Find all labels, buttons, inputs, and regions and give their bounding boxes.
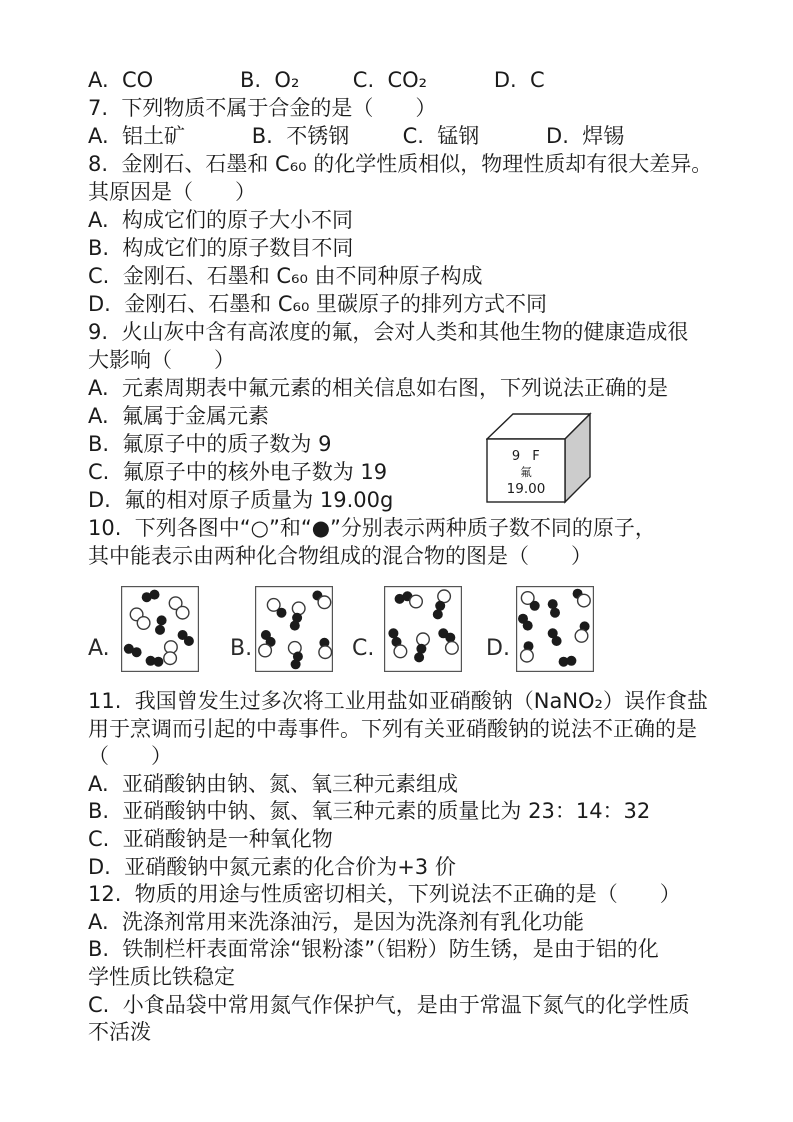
text-line: 12. 物质的用途与性质密切相关，下列说法不正确的是（ ） [88, 882, 681, 907]
text-line: D. 氟的相对原子质量为 19.00g [88, 488, 394, 512]
text-line: 7. 下列物质不属于合金的是（ ） [88, 96, 437, 120]
text-line: B. 氟原子中的质子数为 9 [88, 432, 332, 456]
black-atom [566, 656, 576, 666]
black-atom [184, 636, 194, 646]
fluorine-element-tile [486, 412, 604, 506]
text-line: A. 洗涤剂常用来洗涤油污，是因为洗涤剂有乳化功能 [88, 909, 585, 934]
text-line: 学性质比铁稳定 [88, 964, 235, 989]
element-symbol: F [532, 449, 540, 464]
black-atom [416, 644, 426, 654]
white-atom [176, 606, 189, 619]
q10-figure [88, 586, 728, 676]
text-line: 10. 下列各图中“○”和“●”分别表示两种质子数不同的原子， [88, 516, 656, 540]
text-line: A. 亚硝酸钠由钠、氮、氧三种元素组成 [88, 771, 459, 796]
text-line: A. 元素周期表中氟元素的相关信息如右图，下列说法正确的是 [88, 376, 669, 400]
white-atom [319, 646, 332, 659]
white-atom [394, 645, 407, 658]
element-atomic-mass: 19.00 [506, 481, 546, 497]
text-line: 大影响（ ） [88, 348, 235, 372]
text-line: D. 金刚石、石墨和 C₆₀ 里碳原子的排列方式不同 [88, 292, 548, 316]
text-line: A. CO B. O₂ C. CO₂ D. C [88, 68, 545, 92]
text-line: 8. 金刚石、石墨和 C₆₀ 的化学性质相似，物理性质却有很大差异。 [88, 152, 713, 176]
text-line: B. 构成它们的原子数目不同 [88, 236, 354, 260]
black-atom [550, 608, 560, 618]
white-atom [410, 595, 423, 608]
text-line: A. 氟属于金属元素 [88, 404, 270, 428]
white-atom [318, 596, 331, 609]
black-atom [132, 647, 142, 657]
white-atom [292, 602, 305, 615]
black-atom [150, 590, 160, 600]
q10-option-label: B. [230, 636, 253, 661]
q10-option-label: D. [486, 636, 510, 661]
black-atom [552, 636, 562, 646]
text-line: （ ） [88, 744, 172, 769]
text-line: 9. 火山灰中含有高浓度的氟，会对人类和其他生物的健康造成很 [88, 320, 689, 344]
black-atom [157, 615, 167, 625]
white-atom [417, 633, 430, 646]
text-line: A. 铝土矿 B. 不锈钢 C. 锰钢 D. 焊锡 [88, 124, 625, 148]
text-line: 不活泼 [88, 1020, 151, 1045]
white-atom [259, 644, 272, 657]
text-line: D. 亚硝酸钠中氮元素的化合价为+3 价 [88, 854, 456, 879]
white-atom [164, 652, 177, 665]
text-line: 11. 我国曾发生过多次将工业用盐如亚硝酸钠（NaNO₂）误作食盐 [88, 689, 708, 713]
element-name: 氟 [520, 465, 532, 479]
black-atom [548, 599, 558, 609]
black-atom [435, 601, 445, 611]
black-atom [523, 621, 533, 631]
text-line: B. 铁制栏杆表面常涂“银粉漆”（铝粉）防生锈，是由于铝的化 [88, 937, 659, 962]
black-atom [414, 652, 424, 662]
black-atom [153, 657, 163, 667]
text-line: 用于烹调而引起的中毒事件。下列有关亚硝酸钠的说法不正确的是 [88, 716, 697, 741]
q10-particle-diagram-d [516, 586, 594, 672]
text-line: C. 小食品袋中常用氮气作保护气，是由于常温下氮气的化学性质 [88, 992, 690, 1017]
q10-option-label: C. [352, 636, 375, 661]
text-line: C. 金刚石、石墨和 C₆₀ 由不同种原子构成 [88, 264, 483, 288]
white-atom [137, 617, 150, 630]
white-atom [521, 649, 534, 662]
text-block-2 [88, 688, 728, 1047]
text-line: B. 亚硝酸钠中钠、氮、氧三种元素的质量比为 23：14：32 [88, 799, 651, 824]
black-atom [530, 601, 540, 611]
white-atom [438, 590, 451, 603]
black-atom [155, 625, 165, 635]
q10-particle-diagram-b [255, 586, 333, 672]
white-atom [446, 642, 459, 655]
q10-particle-diagram-c [384, 586, 462, 672]
text-line: C. 氟原子中的核外电子数为 19 [88, 460, 388, 484]
black-atom [277, 608, 287, 618]
element-atomic-number: 9 [511, 449, 521, 464]
white-atom [575, 630, 588, 643]
text-line: 其中能表示由两种化合物组成的混合物的图是（ ） [88, 544, 592, 568]
black-atom [290, 621, 300, 631]
text-line: C. 亚硝酸钠是一种氧化物 [88, 826, 333, 851]
white-atom [578, 594, 591, 607]
text-block-1 [88, 66, 728, 570]
black-atom [291, 659, 301, 669]
black-atom [388, 628, 398, 638]
text-line: A. 构成它们的原子大小不同 [88, 208, 354, 232]
text-line: 其原因是（ ） [88, 180, 256, 204]
q10-option-label: A. [88, 636, 110, 661]
black-atom [433, 609, 443, 619]
q10-particle-diagram-a [121, 586, 199, 672]
